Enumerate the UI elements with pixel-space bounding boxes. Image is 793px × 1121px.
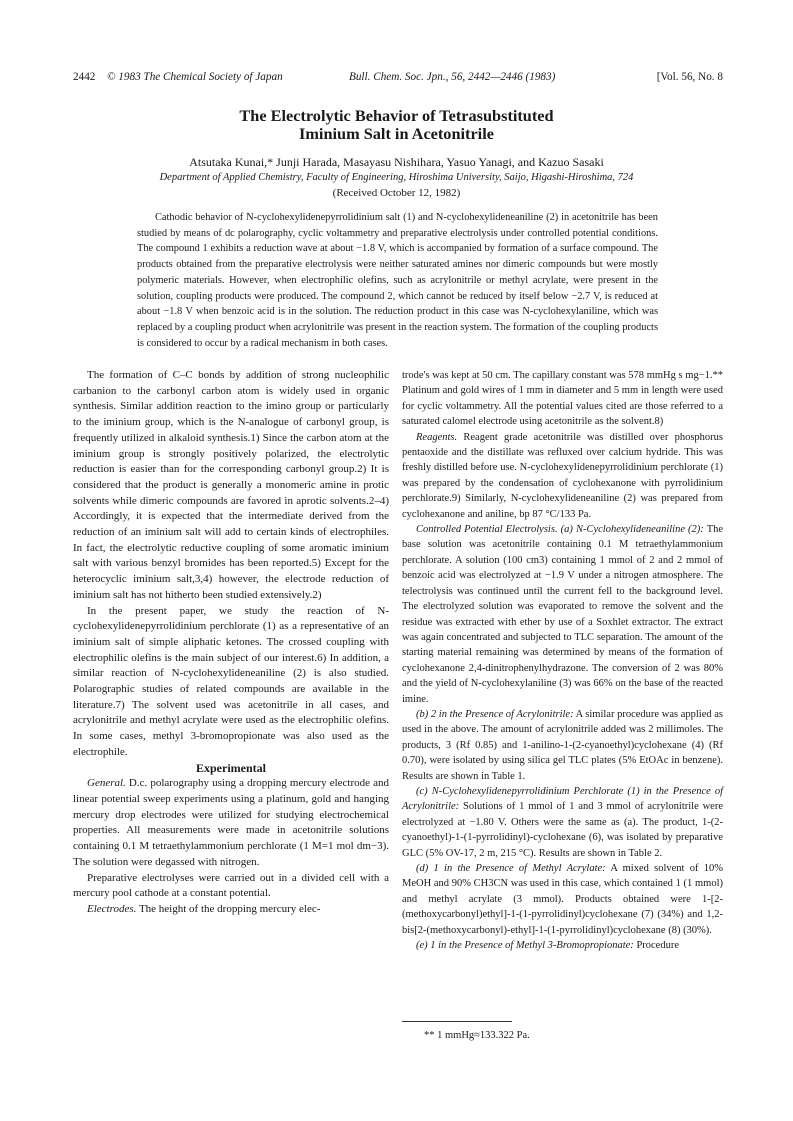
abstract: Cathodic behavior of N-cyclohexylidenepyrrolidinium salt (1) and N-cyclohexylideneaniline (2) in acetonitrile has been studied by means of dc polarography, cyclic voltammetry and preparative electrolysis under controlled potential conditions. The compound 1 exhibits a reduction wave at about −1.8 V, which is accompanied by formation of a surface compound. The products obtained from the preparative electrolysis were neither saturated amines nor dimeric compounds but were mostly polymeric materials. However, when electrophilic olefins, such as acrylonitrile or methyl acrylate, were present in the solution, coupling products were produced. The compound 2, which cannot be reduced by itself below −2.7 V, is reduced at about −1.8 V when benzoic acid is in the solution. The reduction product in this case was N-cyclohexylaniline, which was replaced by a coupling product when acrylonitrile was present in the reaction system. The formation of the coupling products is considered to occur by a radical mechanism in both cases. [137, 212, 658, 349]
affiliation: Department of Applied Chemistry, Faculty of Engineering, Hiroshima University, Saijo, Higashi-Hiroshima, 724 [159, 172, 634, 183]
electrolysis-paragraph-e [402, 938, 723, 953]
text-c: Solutions of 1 mmol of 1 and 3 mmol of acrylonitrile were electrolyzed at −1.80 V. Others were the same as (a). The product, 1-(2-cyanoethyl)-1-(1-pyrrolidinyl)-cyclohexane (6), was isolated by preparative GLC (5% OV-17, 2 m, 215 °C). Results are shown in Table 2. [402, 801, 723, 859]
general-text: D.c. polarography using a dropping mercury electrode and linear potential sweep experiments using a platinum, gold and hanging mercury drop electrodes were utilized for studying electrochemical properties. All measurements were made in acetonitrile solutions containing 0.1 M tetraethylammonium perchlorate (1 M=1 mol dm−3). The solution were degassed with nitrogen. [73, 777, 390, 868]
label-b: (b) 2 in the Presence of Acrylonitrile: [416, 708, 574, 720]
section-heading-experimental: Experimental [196, 760, 266, 775]
title-line-1: The Electrolytic Behavior of Tetrasubstituted [239, 106, 554, 125]
general-label: General. [87, 777, 126, 790]
text-d: A mixed solvent of 10% MeOH and 90% CH3CN was used in this case, which contained 1 (1 mmol) and methyl acrylate (3 mmol). Products obtained were 1-[2-(methoxycarbonyl)ethyl]-1-(1-pyrrolidinyl)cyclohexane (7) (34%) and 1,2-bis[2-(methoxycarbonyl)-ethyl]-1-(1-pyrrolidinyl)cyclohexane (8) (30%). [402, 863, 724, 936]
electrolysis-paragraph-a [402, 522, 723, 707]
received-date: (Received October 12, 1982) [332, 187, 461, 199]
electrolysis-paragraph-b [402, 707, 723, 784]
electrolysis-text-a: The base solution was acetonitrile containing 0.1 M tetraethylammonium perchlorate. A solution (100 cm3) containing 1 mmol of 2 and 2 mmol of benzoic acid was electrolyzed at −1.9 V under a nitrogen atmosphere. The telectrolysis was continued until the current fell to the background level. The electrolyzed solution was evaporated to remove the solvent and the residue was extracted with ether by use of a Soxhlet extractor. The extract was again concentrated and subjected to TLC separation. The amount of the starting material remaining was determined by means of the formation of cyclohexanone 2,4-dinitrophenylhydrazone. The conversion of 2 was 80% and the yield of N-cyclohexylaniline (3) was 66% on the base of the reacted imine. [402, 524, 724, 705]
journal-citation: Bull. Chem. Soc. Jpn., 56, 2442—2446 (1983) [349, 71, 556, 83]
reagents-text: Reagent grade acetonitrile was distilled over phosphorus pentaoxide and the distillate was refluxed over calcium hydride. This was freshly distilled before use. N-cyclohexylidenepyrrolidinium perchlorate (1) was prepared by the condensation of cyclohexanone with pyrrolidinium perchlorate.9) Similarly, N-cyclohexylideneaniline (2) was prepared from cyclohexanone and aniline, bp 87 °C/133 Pa. [402, 431, 724, 520]
intro-paragraph-2: In the present paper, we study the reaction of N-cyclohexylidenepyrrolidinium perchlorate (1) as a representative of an iminium salt of simple aliphatic ketones. The crossed coupling with electrophilic olefins is the main subject of our interest.6) In addition, a similar reaction of N-cyclohexylideneaniline (2) is also studied. Polarographic studies of related compounds are available in the literature.7) The solvent used was acetonitrile in all cases, and acrylonitrile and methyl acrylate were used as the electrophilic olefins. In some cases, methyl 3-bromopropionate was also used as the electrophile. [73, 604, 389, 758]
preparative-paragraph: Preparative electrolyses were carried out in a divided cell with a mercury pool cathode at a constant potential. [73, 871, 389, 900]
left-column [73, 368, 389, 918]
electrodes-label: Electrodes. [87, 902, 137, 915]
footnote: ** 1 mmHg≈133.322 Pa. [424, 1030, 530, 1041]
author-list: Atsutaka Kunai,* Junji Harada, Masayasu Nishihara, Yasuo Yanagi, and Kazuo Sasaki [189, 155, 604, 169]
running-header [73, 71, 723, 83]
general-paragraph [73, 776, 389, 870]
footnote-rule [402, 1021, 512, 1022]
electrodes-text: The height of the dropping mercury elec- [138, 902, 321, 915]
electrolysis-paragraph-c [402, 784, 723, 861]
copyright-notice: © 1983 The Chemical Society of Japan [107, 71, 283, 83]
volume-info: [Vol. 56, No. 8 [656, 71, 723, 83]
text-e: Procedure [636, 940, 680, 952]
reagents-paragraph [402, 430, 723, 522]
electrodes-continued: trode's was kept at 50 cm. The capillary constant was 578 mmHg s mg−1.** Platinum and gold wires of 1 mm in diameter and 5 mm in length were used for cyclic voltammetry. All the potential values cited are those referred to a saturated calomel electrode using acetonitrile as the solvent.8) [402, 370, 723, 428]
electrolysis-paragraph-d [402, 861, 723, 938]
electrolysis-label: Controlled Potential Electrolysis. [416, 524, 558, 536]
label-e: (e) 1 in the Presence of Methyl 3-Bromopropionate: [416, 940, 634, 952]
text-b: A similar procedure was applied as used in the above. The amount of acrylonitrile added was 2 millimoles. The products, 3 (Rf 0.85) and 1-anilino-1-(2-cyanoethyl)cyclohexane (4) (Rf 0.70), were isolated by using silica gel TLC plates (5% EtOAc in benzene). Results are shown in Table 1. [402, 708, 723, 782]
label-c: (c) N-Cyclohexylidenepyrrolidinium Perchlorate (1) in the Presence of Acrylonitrile: [402, 785, 723, 813]
title-line-2: Iminium Salt in Acetonitrile [299, 124, 494, 143]
reagents-label: Reagents. [416, 431, 458, 443]
paper-title [0, 107, 793, 143]
electrodes-paragraph [73, 902, 389, 918]
right-column [402, 368, 723, 953]
label-d: (d) 1 in the Presence of Methyl Acrylate: [416, 863, 606, 874]
electrolysis-sub-a: (a) N-Cyclohexylideneaniline (2): [560, 524, 704, 536]
page-number: 2442 [73, 71, 96, 83]
intro-paragraph-1: The formation of C–C bonds by addition of strong nucleophilic carbanion to the carbonyl carbon atom is widely used in organic synthesis. Similar addition reaction to the imino group or particularly to the iminium group, which is the N-analogue of carbonyl group, is frequently utilized in alkaloid synthesis.1) Since the carbon atom at the iminium group is strongly positively polarized, the electrolytic reduction is easier than for the corresponding carbonyl group.2) It is considered that the product is generally a monomeric amine in protic solvents while dimeric compounds are favored in aprotic solvents.2–4) Accordingly, it is expected that the intermediate derived from the reduction of an iminium salt will add to certain kinds of electrophiles. In fact, the electrolytic reductive coupling of some aromatic iminium salt with various benzyl bromides has been reported.5) Except for the heterocyclic iminium salt,3,4) however, the electrode reduction of iminium salt has not hitherto been studied extensively.2) [73, 369, 389, 601]
